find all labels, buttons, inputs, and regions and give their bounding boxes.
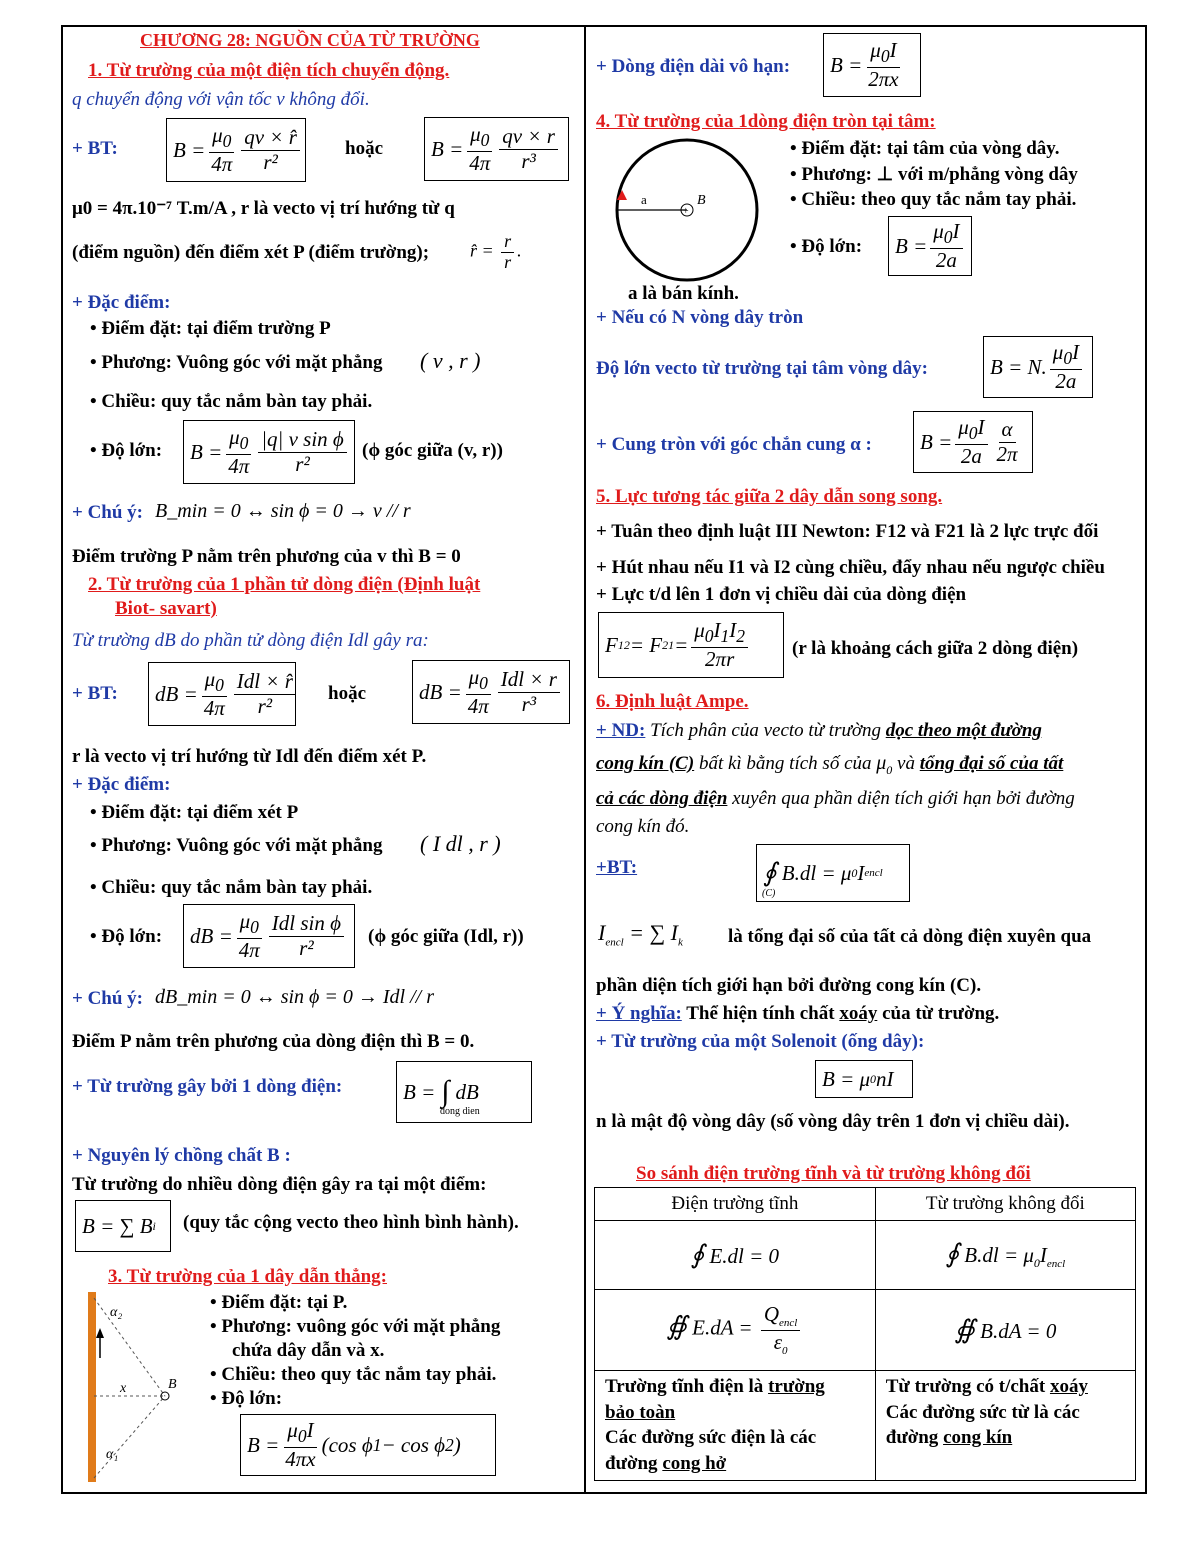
s6-nd-2c: và <box>897 753 915 774</box>
s5-line-2: + Hút nhau nếu I1 và I2 cùng chiều, đẩy nhau nếu ngược chiều <box>596 557 1105 578</box>
s4-feature-1: • Điểm đặt: tại tâm của vòng dây. <box>790 138 1059 160</box>
s6-meaning-b: xoáy <box>839 1003 878 1024</box>
straight-wire-diagram <box>80 1288 190 1488</box>
radius-label-a: a <box>641 192 647 207</box>
s6-nd-1b: dọc theo một đường <box>885 720 1042 741</box>
s3-feature-4: • Độ lớn: <box>210 1388 282 1410</box>
s6-nd-line-4: cong kín đó. <box>596 816 690 837</box>
s6-nd-1a: Tích phân của vecto từ trường <box>650 720 881 741</box>
alpha1-label: α₁ <box>106 1447 119 1462</box>
s4-radius-note: a là bán kính. <box>628 283 739 304</box>
s2-sup-line: Từ trường do nhiều dòng điện gây ra tại một điểm: <box>72 1174 487 1195</box>
s1-note-label: + Chú ý: <box>72 502 144 523</box>
s2-note-label: + Chú ý: <box>72 988 144 1009</box>
s6-nd-line-1 <box>596 720 1042 742</box>
s2-or-word: hoặc <box>328 683 366 704</box>
section-2-title-line1: 2. Từ trường của 1 phần tử dòng điện (Định luật <box>88 574 481 595</box>
s1-rhat-formula: r̂ = $\frac{r}{r}$ . <box>470 231 522 272</box>
s4-feature-3: • Chiều: theo quy tắc nắm tay phải. <box>790 189 1076 211</box>
s6-bt-label: +BT: <box>596 857 638 878</box>
s6-meaning-line <box>596 1003 999 1025</box>
s2-bt-label: + BT: <box>72 683 118 704</box>
s4-feature-2: • Phương: ⊥ với m/phẳng vòng dây <box>790 164 1078 186</box>
s1-note-line: Điểm trường P nằm trên phương của v thì B = 0 <box>72 546 461 567</box>
s2-magnitude-formula: dB = $\frac{\mu_0}{4\pi}$ $\frac{\text{Idl sin ϕ}}{\text{r²}}$ <box>183 904 355 968</box>
b-vector-label: B <box>168 1377 177 1392</box>
s6-ienc-line-2: phần diện tích giới hạn bởi đường cong kín (C). <box>596 975 982 996</box>
cmp-electric-flux: ∯ E.dA = $\frac{Q_{encl}}{\varepsilon_0}$ <box>595 1290 876 1371</box>
s6-nd-label: + ND: <box>596 720 646 741</box>
s1-feature-2: • Phương: Vuông góc với mặt phẳng <box>90 352 383 374</box>
s6-nd-line-2: cong kín (C) bất kì bằng tích số của $\mu_0$ và tổng đại số của tất <box>596 752 1064 777</box>
s6-ienc-formula: $I_{encl}$ = ∑ $I_k$ <box>598 920 683 949</box>
s3-magnitude-formula: B = $\frac{\mu_0I}{4\pi x}$ (cos ϕ 1 − cos ϕ 2 ) <box>240 1414 496 1476</box>
s5-line-1: + Tuân theo định luật III Newton: F12 và F21 là 2 lực trực đối <box>596 521 1099 542</box>
section-5-title: 5. Lực tương tác giữa 2 dây dẫn song song. <box>596 486 943 507</box>
s1-magnitude-formula: B = $\frac{\mu_0}{4\pi}$ $\frac{\text{|q| v sin ϕ}}{\text{r²}}$ <box>183 420 355 484</box>
s1-features-title: + Đặc điểm: <box>72 292 171 313</box>
s2-total-formula: B = ∫ dB <box>396 1061 532 1123</box>
wire-icon <box>88 1292 96 1482</box>
s2-features-title: + Đặc điểm: <box>72 774 171 795</box>
section-6-title: 6. Định luật Ampe. <box>596 691 749 712</box>
section-2-title-line2: Biot- savart) <box>115 598 217 619</box>
s5-force-formula: F 12 = F 21 = $\frac{\mu_0I_1I_2}{2\pi r}$ <box>598 612 784 678</box>
s2-total-label: + Từ trường gây bởi 1 dòng điện: <box>72 1076 343 1097</box>
cmp-header-electric: Điện trường tĩnh <box>595 1188 876 1221</box>
s1-feature-2-math: ( v , r ) <box>420 348 481 373</box>
cmp-electric-circulation: ∮ E.dl = 0 <box>595 1221 876 1290</box>
cmp-header-magnetic: Từ trường không đổi <box>875 1188 1135 1221</box>
section-2-intro: Từ trường dB do phần tử dòng điện Idl gây ra: <box>72 630 429 651</box>
s2-feature-4: • Độ lớn: <box>90 926 162 948</box>
x-label: x <box>120 1381 127 1396</box>
s1-or-word: hoặc <box>345 138 383 159</box>
s4-n-line: Độ lớn vecto từ trường tại tâm vòng dây: <box>596 358 928 379</box>
s4-arc-formula: B = $\frac{\mu_0I}{2a}$ $\frac{\alpha}{2\pi}$ <box>913 411 1033 473</box>
s1-formula-1: B = $\frac{\mu_0}{4\pi}$ $\frac{qv \times r̂}{\text{r²}}$ <box>166 118 306 182</box>
s3-feature-2a: • Phương: vuông góc với mặt phẳng <box>210 1316 500 1338</box>
b-center-label: B <box>697 193 706 208</box>
s1-feature-4-note: (ϕ góc giữa (v, r)) <box>362 440 503 461</box>
s4-magnitude-formula: B = $\frac{\mu_0I}{2a}$ <box>888 216 972 276</box>
s6-solenoid-n: n là mật độ vòng dây (số vòng dây trên 1 đơn vị chiều dài). <box>596 1111 1070 1132</box>
chapter-title: CHƯƠNG 28: NGUỒN CỦA TỪ TRƯỜNG <box>140 30 480 50</box>
s6-nd-3b: xuyên qua phần diện tích giới hạn bởi đường <box>732 788 1075 809</box>
s1-point-line: (điểm nguồn) đến điểm xét P (điểm trường); <box>72 242 430 263</box>
s1-feature-1: • Điểm đặt: tại điểm trường P <box>90 318 331 340</box>
s1-feature-4: • Độ lớn: <box>90 440 162 462</box>
s1-formula-2: B = $\frac{\mu_0}{4\pi}$ $\frac{qv \times r}{\text{r³}}$ <box>424 117 569 181</box>
s2-formula-1: dB = $\frac{\mu_0}{4\pi}$ $\frac{\text{Idl × r̂}}{\text{r²}}$ <box>148 662 296 726</box>
s6-nd-line-3 <box>596 788 1075 810</box>
cmp-magnetic-text: Từ trường có t/chất xoáy Các đường sức từ là các đường cong kín <box>875 1371 1135 1481</box>
s6-nd-2a: cong kín (C) <box>596 753 695 774</box>
s5-note: (r là khoảng cách giữa 2 dòng điện) <box>792 638 1079 659</box>
s2-feature-1: • Điểm đặt: tại điểm xét P <box>90 802 298 824</box>
s2-sup-formula: B = ∑ B i <box>75 1200 171 1252</box>
s2-r-line: r là vecto vị trí hướng từ Idl đến điểm xét P. <box>72 746 427 767</box>
s2-feature-2-math: ( I dl , r ) <box>420 831 501 856</box>
circular-loop-diagram <box>605 132 770 292</box>
svg-text:+: + <box>683 206 689 217</box>
ray-bottom <box>94 1396 165 1478</box>
s1-feature-3: • Chiều: quy tắc nắm bàn tay phải. <box>90 391 372 413</box>
s1-mu0-line: μ0 = 4π.10⁻⁷ T.m/A , r là vecto vị trí hướng từ q <box>72 198 455 219</box>
s3-feature-3: • Chiều: theo quy tắc nắm tay phải. <box>210 1364 496 1386</box>
s6-ienc-line: là tổng đại số của tất cả dòng điện xuyên qua <box>728 926 1092 947</box>
s6-meaning-c: của từ trường. <box>882 1003 1000 1024</box>
s2-feature-4-note: (ϕ góc giữa (Idl, r)) <box>368 926 524 947</box>
section-4-title: 4. Từ trường của 1dòng điện tròn tại tâm: <box>596 111 936 132</box>
s2-sup-note: (quy tắc cộng vecto theo hình bình hành). <box>183 1212 519 1233</box>
s1-note-formula: B_min = 0 ↔ sin ϕ = 0 → v // r <box>155 500 411 522</box>
s6-nd-2d: tổng đại số của tất <box>919 753 1064 774</box>
s6-meaning-a: Thể hiện tính chất <box>686 1003 835 1024</box>
s2-note-line: Điểm P nằm trên phương của dòng điện thì B = 0. <box>72 1031 475 1052</box>
inf-wire-formula: B = $\frac{\mu_0I}{2\pi x}$ <box>823 33 921 97</box>
s2-note-formula: dB_min = 0 ↔ sin ϕ = 0 → Idl // r <box>155 986 435 1008</box>
s2-total-sub: dong dien <box>440 1106 480 1117</box>
s6-meaning-label: + Ý nghĩa: <box>596 1003 682 1024</box>
s2-formula-2: dB = $\frac{\mu_0}{4\pi}$ $\frac{\text{Idl × r}}{\text{r³}}$ <box>412 660 570 724</box>
s6-solenoid-formula: B = μ 0 nI <box>815 1060 913 1098</box>
s6-solenoid-title: + Từ trường của một Solenoit (ống dây): <box>596 1031 925 1052</box>
section-3-title: 3. Từ trường của 1 dây dẫn thẳng: <box>108 1266 387 1287</box>
column-divider <box>584 25 586 1494</box>
s5-line-3: + Lực t/d lên 1 đơn vị chiều dài của dòng điện <box>596 584 967 605</box>
s3-feature-1: • Điểm đặt: tại P. <box>210 1292 347 1314</box>
cmp-electric-text: Trường tĩnh điện là trường bảo toàn Các đường sức điện là các đường cong hở <box>595 1371 876 1481</box>
s4-arc-line: + Cung tròn với góc chắn cung α : <box>596 434 872 455</box>
s6-ampere-c: (C) <box>762 888 776 899</box>
s4-n-formula: B = N. $\frac{\mu_0I}{2a}$ <box>983 336 1093 398</box>
s6-nd-3a: cả các dòng điện <box>596 788 728 809</box>
comparison-table <box>594 1187 1136 1481</box>
ray-top <box>94 1298 165 1396</box>
cmp-magnetic-circulation: ∮ $B.dl = \mu_0I_{encl}$ <box>875 1221 1135 1290</box>
s4-feature-4: • Độ lớn: <box>790 236 862 258</box>
section-1-intro: q chuyển động với vận tốc v không đổi. <box>72 89 370 110</box>
s2-feature-3: • Chiều: quy tắc nắm bàn tay phải. <box>90 877 372 899</box>
s2-sup-title: + Nguyên lý chồng chất B : <box>72 1145 291 1166</box>
s6-ampere-formula: ∮ B.dl = μ 0 I encl <box>756 844 910 902</box>
s1-bt-label: + BT: <box>72 138 118 159</box>
section-1-title: 1. Từ trường của một điện tích chuyển động. <box>88 60 450 81</box>
cmp-magnetic-flux: ∯ B.dA = 0 <box>875 1290 1135 1371</box>
comparison-title: So sánh điện trường tĩnh và từ trường không đổi <box>636 1163 1031 1184</box>
inf-wire-label: + Dòng điện dài vô hạn: <box>596 56 791 77</box>
s4-n-title: + Nếu có N vòng dây tròn <box>596 307 804 328</box>
alpha2-label: α₂ <box>110 1305 123 1320</box>
s2-feature-2: • Phương: Vuông góc với mặt phẳng <box>90 835 383 857</box>
s3-feature-2b: chứa dây dẫn và x. <box>232 1340 385 1361</box>
s6-nd-2b: bất kì bằng tích số của <box>698 753 872 774</box>
